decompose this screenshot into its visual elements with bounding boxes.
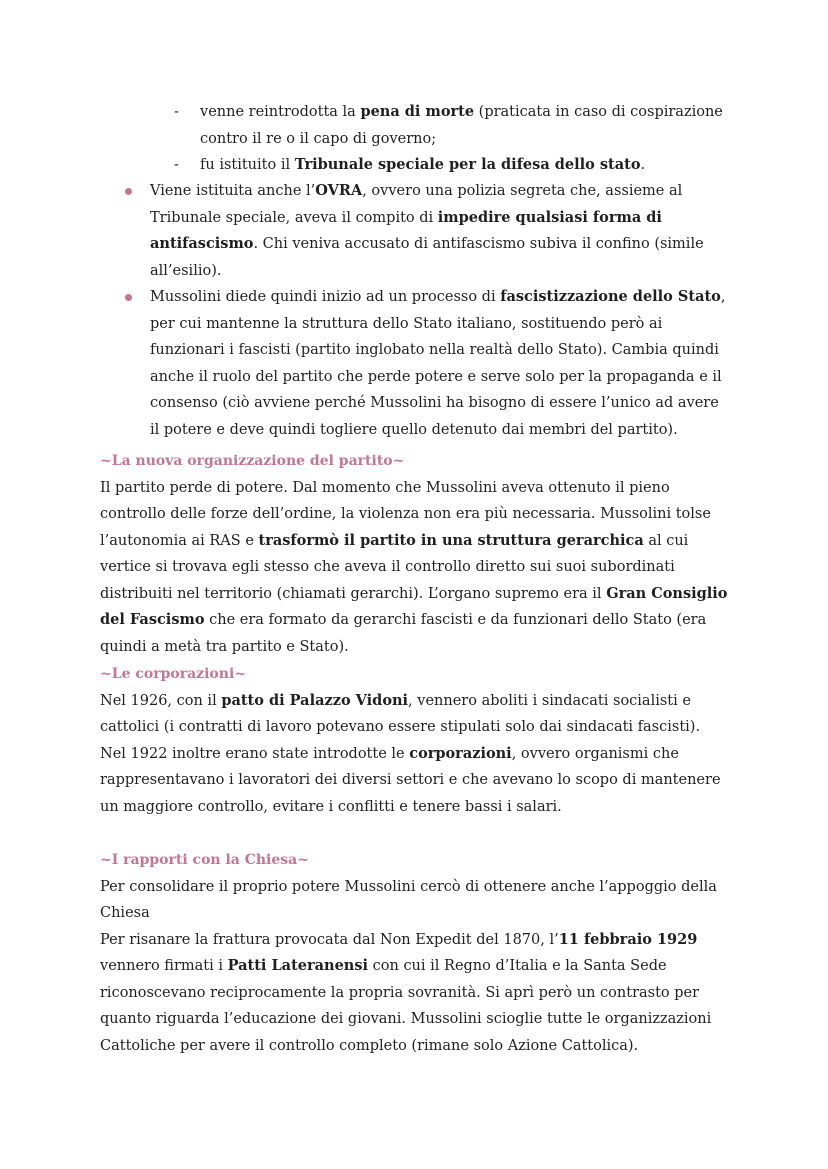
bold-text: trasformò il partito in una struttura gerarchica [258, 531, 644, 549]
dash-item-text [200, 104, 723, 147]
text-run: , per cui mantenne la struttura dello Stato italiano, sostituendo però ai funzionari i fascisti (partito inglobato nella realtà dello Stato). Cambia quindi anche il ruolo del partito che perde potere e serve solo per la propaganda e il consenso (ciò avviene perché Mussolini ha bisogno di essere l’unico ad avere il potere e deve quindi togliere quello detenuto dai membri del partito). [150, 289, 726, 438]
paragraph [100, 874, 736, 927]
paragraph [100, 688, 736, 741]
text-run: . Chi veniva accusato di antifascismo subiva il confino (simile all’esilio). [150, 236, 704, 279]
text-run: Per consolidare il proprio potere Mussolini cercò di ottenere anche l’appoggio della Chiesa [100, 878, 717, 921]
dash-marker: - [174, 104, 179, 120]
text-run: Nel 1922 inoltre erano state introdotte le [100, 745, 410, 762]
bold-text: Gran Consiglio del Fascismo [100, 584, 728, 628]
bold-text: fascistizzazione dello Stato [500, 288, 721, 305]
dash-list [174, 99, 734, 179]
section-heading: ~La nuova organizzazione del partito~ [100, 453, 405, 469]
bold-text: impedire qualsiasi forma di antifascismo [150, 208, 662, 252]
bullet-list [122, 178, 732, 443]
text-run: (praticata in caso di cospirazione contro il re o il capo di governo; [200, 104, 723, 147]
section-heading: ~Le corporazioni~ [100, 666, 247, 682]
text-run: , ovvero una polizia segreta che, assieme al Tribunale speciale, aveva il compito di [150, 183, 683, 226]
text-run: Viene istituita anche l’ [150, 183, 316, 199]
bold-text: 11 febbraio 1929 [558, 930, 698, 948]
section-heading: ~I rapporti con la Chiesa~ [100, 852, 309, 868]
text-run: vennero firmati i [100, 958, 228, 974]
text-run: venne reintrodotta la [200, 104, 361, 120]
text-run: con cui il Regno d’Italia e la Santa Sede riconoscevano reciprocamente la propria sovranità. Si aprì però un contrasto per quanto riguarda l’educazione dei giovani. Mussolini scioglie tutte le organizzazioni Cattoliche per avere il controllo completo (rimane solo Azione Cattolica). [100, 958, 712, 1054]
text-run: . [640, 157, 646, 173]
text-run: Mussolini diede quindi inizio ad un processo di [150, 289, 501, 305]
dash-item [174, 152, 734, 179]
section-corporations [100, 661, 736, 820]
text-run: , vennero aboliti i sindacati socialisti e cattolici (i contratti di lavoro potevano essere stipulati solo dai sindacati fascisti). [100, 692, 701, 735]
bold-text: patto di Palazzo Vidoni [221, 691, 409, 709]
bold-text: Patti Lateranensi [227, 957, 369, 974]
bold-text: OVRA [315, 182, 363, 199]
section-party-organization [100, 448, 736, 660]
bullet-item [122, 178, 732, 284]
bullet-dot-icon [125, 188, 132, 195]
text-run: , ovvero organismi che rappresentavano i lavoratori dei diversi settori e che avevano lo scopo di mantenere un maggiore controllo, evitare i conflitti e tenere bassi i salari. [100, 745, 721, 815]
bullet-item-text [150, 289, 725, 438]
text-run: Nel 1926, con il [100, 692, 222, 709]
text-run: al cui vertice si trovava egli stesso che aveva il controllo diretto sui suoi subordinati distribuiti nel territorio (chiamati gerarchi). L’organo supremo era il [100, 532, 689, 602]
bullet-item [122, 284, 732, 443]
bold-text: pena di morte [360, 103, 475, 120]
section-church-relations [100, 847, 736, 1059]
bullet-item-text [150, 183, 704, 279]
paragraph [100, 741, 736, 821]
dash-item [174, 99, 734, 152]
paragraph [100, 927, 736, 1060]
text-run: fu istituito il [200, 157, 295, 173]
text-run: Per risanare la frattura provocata dal Non Expedit del 1870, l’ [100, 931, 559, 948]
bold-text: Tribunale speciale per la difesa dello stato [294, 156, 641, 173]
text-run: che era formato da gerarchi fascisti e da funzionari dello Stato (era quindi a metà tra partito e Stato). [100, 612, 707, 655]
bold-text: corporazioni [409, 744, 512, 762]
paragraph [100, 475, 736, 661]
bullet-dot-icon [125, 294, 132, 301]
dash-item-text [200, 157, 645, 173]
dash-marker: - [174, 157, 179, 173]
text-run: Il partito perde di potere. Dal momento che Mussolini aveva ottenuto il pieno controllo delle forze dell’ordine, la violenza non era più necessaria. Mussolini tolse l’autonomia ai RAS e [100, 479, 711, 549]
